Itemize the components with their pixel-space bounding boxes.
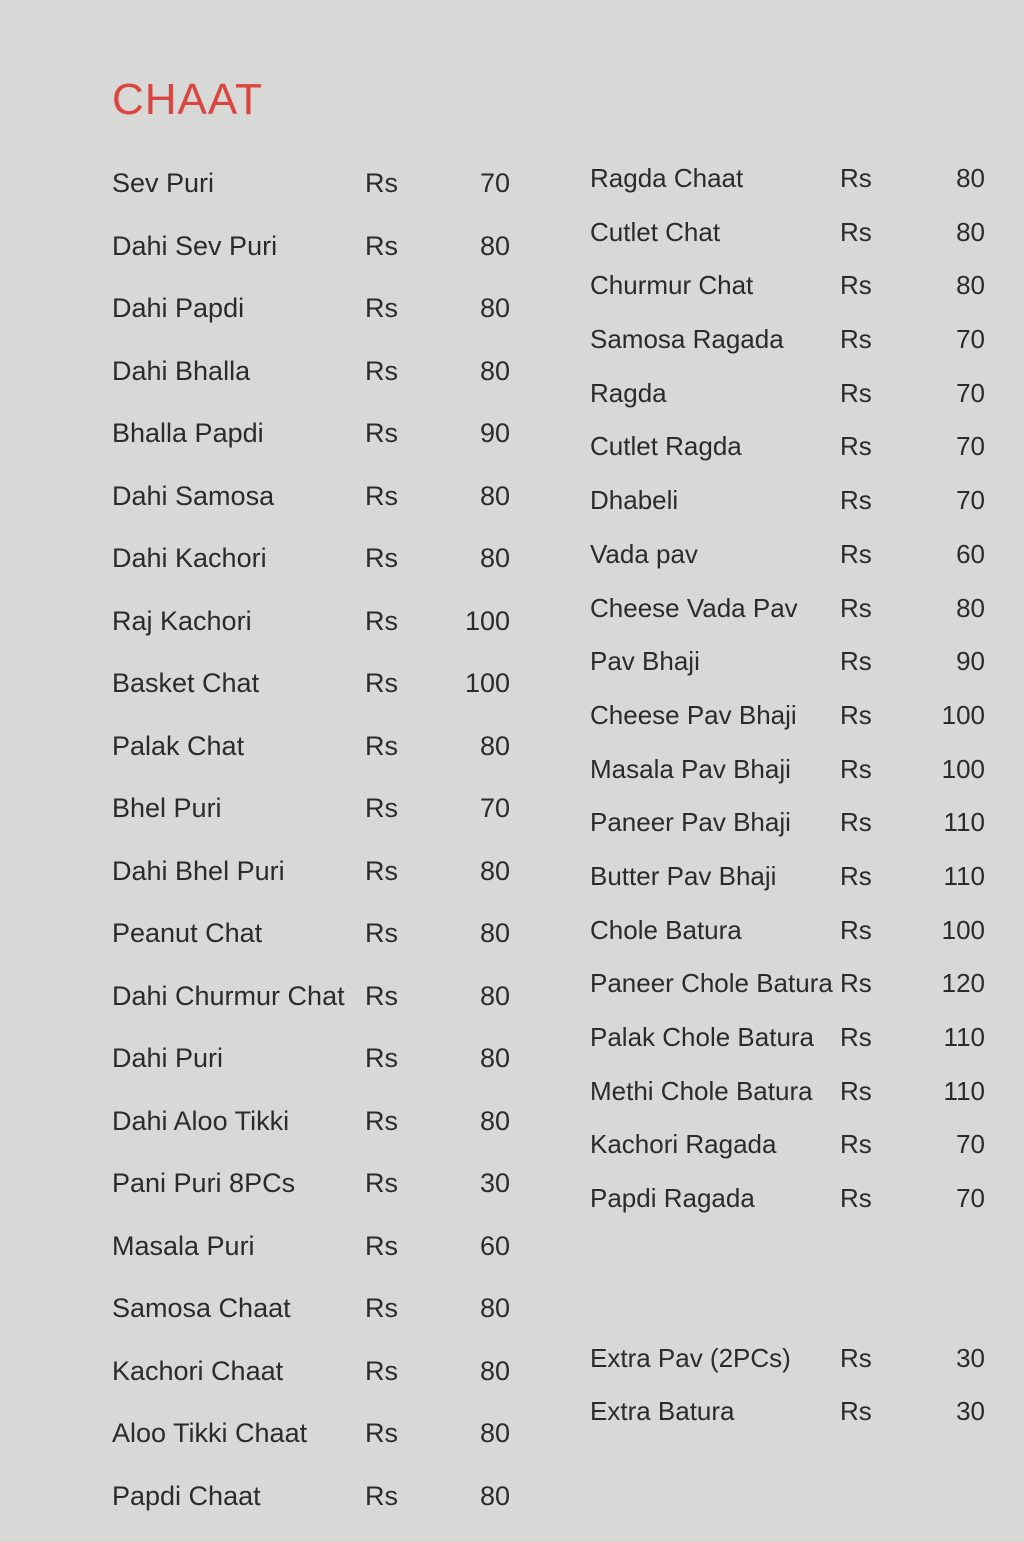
item-name: Dahi Churmur Chat <box>112 980 345 1011</box>
item-price: 30 <box>956 1342 985 1373</box>
menu-item-row <box>112 1292 510 1324</box>
item-currency-label: Rs <box>840 377 872 408</box>
menu-item-row <box>112 1105 510 1137</box>
menu-item-row <box>112 355 510 387</box>
item-currency-label: Rs <box>840 1396 872 1427</box>
menu-item-row <box>112 1042 510 1074</box>
item-currency-label: Rs <box>365 1480 398 1511</box>
item-currency-label: Rs <box>840 431 872 462</box>
item-currency-label: Rs <box>840 1183 872 1214</box>
item-price: 110 <box>943 807 985 838</box>
item-currency-label: Rs <box>840 968 872 999</box>
menu-item-row <box>112 1417 510 1449</box>
item-price: 110 <box>943 1022 985 1052</box>
item-price: 80 <box>956 592 985 623</box>
menu-column-left <box>112 167 510 1542</box>
item-name: Dahi Puri <box>112 1043 224 1073</box>
item-currency-label: Rs <box>365 480 398 511</box>
item-price: 70 <box>479 793 510 823</box>
menu-item-row <box>590 753 985 785</box>
item-currency-label: Rs <box>840 1022 872 1052</box>
item-name: Masala Puri <box>112 1230 255 1261</box>
item-currency-label: Rs <box>840 1075 872 1106</box>
item-price: 110 <box>943 1075 985 1106</box>
item-name: Kachori Ragada <box>590 1129 777 1160</box>
menu-item-row <box>112 1355 510 1387</box>
menu-item-row <box>590 967 985 999</box>
menu-group-main <box>590 162 985 1214</box>
menu-item-row <box>590 860 985 892</box>
menu-item-row <box>590 1021 985 1053</box>
item-name: Peanut Chat <box>112 918 263 948</box>
menu-group-spacer <box>590 1236 985 1342</box>
item-currency-label: Rs <box>840 592 872 623</box>
item-name: Paneer Pav Bhaji <box>590 807 791 838</box>
item-currency-label: Rs <box>365 855 398 886</box>
item-currency-label: Rs <box>840 699 872 730</box>
menu-item-row <box>112 542 510 574</box>
item-name: Papdi Chaat <box>112 1480 261 1511</box>
item-price: 70 <box>956 1129 985 1160</box>
menu-item-row <box>590 484 985 516</box>
item-currency-label: Rs <box>365 293 398 323</box>
item-price: 80 <box>479 230 510 261</box>
item-name: Dahi Bhalla <box>112 355 251 386</box>
item-currency-label: Rs <box>840 163 872 193</box>
menu-item-row <box>112 667 510 699</box>
item-name: Vada pav <box>590 538 698 569</box>
item-name: Pav Bhaji <box>590 646 700 677</box>
item-name: Dahi Samosa <box>112 480 275 511</box>
item-name: Sev Puri <box>112 168 215 198</box>
item-price: 80 <box>479 1480 510 1511</box>
item-price: 70 <box>479 168 510 198</box>
item-name: Kachori Chaat <box>112 1355 284 1386</box>
menu-item-row <box>590 699 985 731</box>
menu-item-row <box>112 917 510 949</box>
item-price: 80 <box>479 855 510 886</box>
item-price: 70 <box>956 377 985 408</box>
item-currency-label: Rs <box>365 1293 398 1323</box>
item-name: Samosa Chaat <box>112 1293 291 1323</box>
item-currency-label: Rs <box>365 730 398 761</box>
item-name: Chole Batura <box>590 914 742 945</box>
menu-item-row <box>590 1342 985 1374</box>
item-price: 80 <box>479 1043 510 1073</box>
menu-item-row <box>590 592 985 624</box>
item-price: 120 <box>941 968 985 999</box>
item-price: 70 <box>956 324 985 355</box>
item-price: 30 <box>956 1396 985 1427</box>
item-name: Basket Chat <box>112 668 260 698</box>
item-name: Methi Chole Batura <box>590 1075 813 1106</box>
item-name: Dahi Sev Puri <box>112 230 278 261</box>
item-price: 90 <box>956 646 985 677</box>
item-name: Dhabeli <box>590 485 679 516</box>
item-name: Aloo Tikki Chaat <box>112 1418 308 1448</box>
item-name: Extra Batura <box>590 1396 735 1427</box>
menu-item-row <box>590 269 985 301</box>
menu-column-right <box>590 162 985 1449</box>
item-currency-label: Rs <box>365 355 398 386</box>
item-name: Churmur Chat <box>590 270 754 301</box>
item-price: 80 <box>479 1105 510 1136</box>
menu-item-row <box>112 855 510 887</box>
item-price: 80 <box>479 480 510 511</box>
item-price: 60 <box>479 1230 510 1261</box>
item-name: Butter Pav Bhaji <box>590 860 777 891</box>
item-name: Paneer Chole Batura <box>590 968 833 999</box>
menu-item-row <box>112 417 510 449</box>
menu-item-row <box>590 1395 985 1427</box>
item-price: 80 <box>479 1293 510 1323</box>
item-name: Bhel Puri <box>112 793 222 823</box>
item-currency-label: Rs <box>365 1168 398 1198</box>
item-currency-label: Rs <box>840 270 872 301</box>
item-price: 80 <box>479 730 510 761</box>
item-price: 110 <box>943 860 985 891</box>
item-name: Masala Pav Bhaji <box>590 753 791 784</box>
item-price: 100 <box>464 605 510 636</box>
menu-item-row <box>590 806 985 838</box>
item-name: Cutlet Ragda <box>590 431 742 462</box>
item-name: Pani Puri 8PCs <box>112 1168 296 1198</box>
item-currency-label: Rs <box>840 914 872 945</box>
item-name: Samosa Ragada <box>590 324 784 355</box>
item-price: 80 <box>956 216 985 247</box>
menu-item-row <box>590 430 985 462</box>
item-currency-label: Rs <box>840 1342 872 1373</box>
menu-item-row <box>590 1128 985 1160</box>
item-currency-label: Rs <box>365 543 398 573</box>
item-price: 30 <box>479 1168 510 1198</box>
menu-item-row <box>590 1075 985 1107</box>
item-price: 80 <box>479 1355 510 1386</box>
menu-item-row <box>112 1480 510 1512</box>
item-price: 100 <box>941 753 985 784</box>
item-price: 80 <box>479 980 510 1011</box>
item-name: Dahi Kachori <box>112 543 267 573</box>
menu-item-row <box>590 323 985 355</box>
item-currency-label: Rs <box>365 1355 398 1386</box>
item-price: 70 <box>956 485 985 516</box>
item-currency-label: Rs <box>840 753 872 784</box>
item-currency-label: Rs <box>365 668 398 698</box>
item-currency-label: Rs <box>840 538 872 569</box>
item-name: Dahi Bhel Puri <box>112 855 285 886</box>
item-price: 70 <box>956 1183 985 1214</box>
item-price: 80 <box>956 163 985 193</box>
menu-item-row <box>112 605 510 637</box>
item-name: Cheese Vada Pav <box>590 592 798 623</box>
item-name: Cutlet Chat <box>590 216 721 247</box>
item-currency-label: Rs <box>365 1043 398 1073</box>
menu-group-extras <box>590 1342 985 1428</box>
item-currency-label: Rs <box>365 980 398 1011</box>
menu-item-row <box>590 538 985 570</box>
item-name: Palak Chat <box>112 730 245 761</box>
item-name: Ragda Chaat <box>590 163 744 193</box>
item-currency-label: Rs <box>840 216 872 247</box>
menu-item-row <box>112 980 510 1012</box>
item-name: Palak Chole Batura <box>590 1022 815 1052</box>
item-currency-label: Rs <box>365 793 398 823</box>
item-currency-label: Rs <box>840 485 872 516</box>
menu-item-row <box>590 914 985 946</box>
menu-item-row <box>112 480 510 512</box>
item-currency-label: Rs <box>840 324 872 355</box>
item-name: Dahi Papdi <box>112 293 245 323</box>
item-currency-label: Rs <box>840 646 872 677</box>
item-currency-label: Rs <box>365 230 398 261</box>
menu-item-row <box>112 1230 510 1262</box>
item-currency-label: Rs <box>365 1230 398 1261</box>
menu-item-row <box>590 162 985 194</box>
item-price: 80 <box>479 918 510 948</box>
menu-item-row <box>590 377 985 409</box>
item-currency-label: Rs <box>840 1129 872 1160</box>
item-price: 80 <box>479 1418 510 1448</box>
menu-item-row <box>590 645 985 677</box>
item-currency-label: Rs <box>365 1105 398 1136</box>
item-name: Bhalla Papdi <box>112 418 264 448</box>
menu-item-row <box>112 292 510 324</box>
menu-item-row <box>112 792 510 824</box>
item-name: Ragda <box>590 377 667 408</box>
item-name: Raj Kachori <box>112 605 252 636</box>
item-price: 70 <box>956 431 985 462</box>
item-price: 100 <box>464 668 510 698</box>
item-name: Extra Pav (2PCs) <box>590 1342 791 1373</box>
item-price: 60 <box>956 538 985 569</box>
menu-item-row <box>590 216 985 248</box>
item-currency-label: Rs <box>365 1418 398 1448</box>
menu-item-row <box>112 1167 510 1199</box>
menu-item-row <box>112 167 510 199</box>
item-name: Cheese Pav Bhaji <box>590 699 797 730</box>
menu-item-row <box>112 230 510 262</box>
page-title: CHAAT <box>112 75 263 124</box>
item-currency-label: Rs <box>365 168 398 198</box>
item-price: 80 <box>479 543 510 573</box>
item-price: 80 <box>479 293 510 323</box>
item-price: 80 <box>479 355 510 386</box>
menu-item-row <box>112 730 510 762</box>
item-currency-label: Rs <box>840 860 872 891</box>
item-currency-label: Rs <box>365 418 398 448</box>
item-price: 90 <box>479 418 510 448</box>
item-price: 80 <box>956 270 985 301</box>
item-price: 100 <box>941 914 985 945</box>
item-price: 100 <box>941 699 985 730</box>
menu-item-row <box>590 1182 985 1214</box>
item-name: Papdi Ragada <box>590 1183 755 1214</box>
item-currency-label: Rs <box>365 918 398 948</box>
item-currency-label: Rs <box>840 807 872 838</box>
item-name: Dahi Aloo Tikki <box>112 1105 290 1136</box>
item-currency-label: Rs <box>365 605 398 636</box>
